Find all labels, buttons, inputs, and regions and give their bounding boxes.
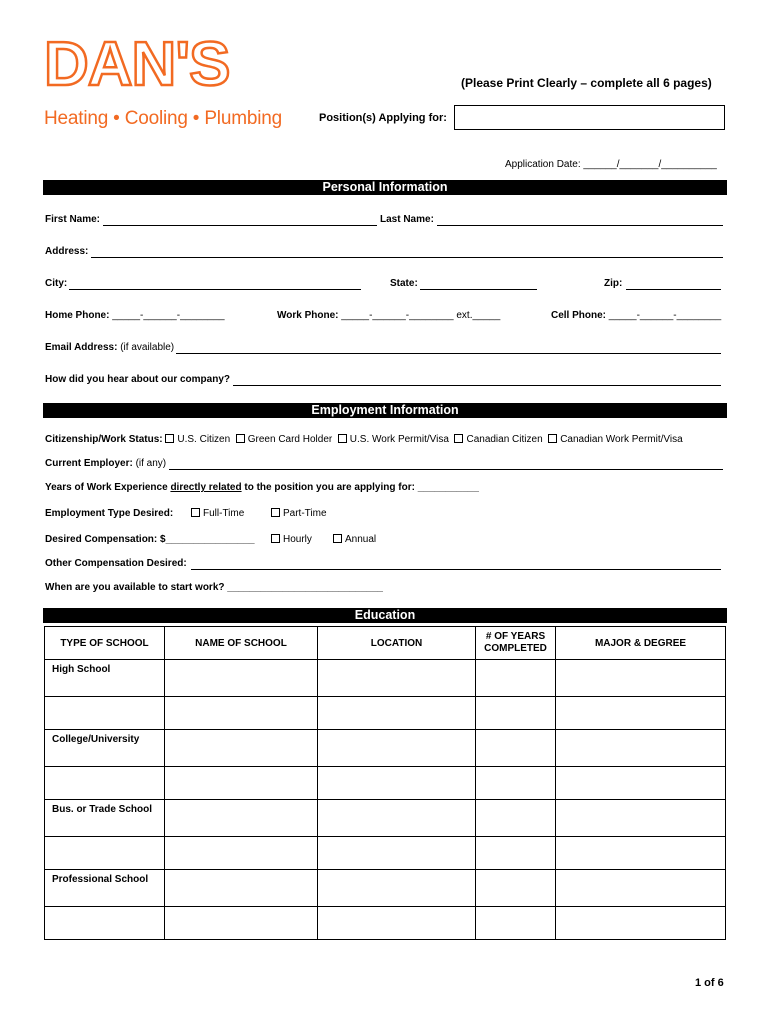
other-compensation-label: Other Compensation Desired: (45, 558, 187, 569)
school-type-cell: High School (45, 660, 165, 697)
table-row (45, 800, 726, 837)
table-cell[interactable] (318, 660, 476, 697)
citizenship-row: Citizenship/Work Status: U.S. Citizen Green Card Holder U.S. Work Permit/Visa Canadian Citizen Canadian Work Permit/Visa (45, 434, 683, 445)
table-cell[interactable] (165, 697, 318, 730)
checkbox-icon[interactable] (454, 434, 463, 443)
table-cell[interactable] (556, 837, 726, 870)
hear-about-field[interactable] (233, 385, 721, 386)
table-cell[interactable] (556, 800, 726, 837)
print-instruction: (Please Print Clearly – complete all 6 pages) (461, 76, 712, 90)
years-experience-row[interactable]: Years of Work Experience directly related to the position you are applying for: ___________ (45, 482, 479, 493)
availability-row[interactable]: When are you available to start work? ____________________________ (45, 582, 383, 593)
checkbox-icon[interactable] (271, 534, 280, 543)
table-cell[interactable] (165, 730, 318, 767)
table-cell[interactable] (45, 697, 165, 730)
table-cell[interactable] (45, 907, 165, 940)
option-full-time[interactable]: Full-Time (191, 508, 244, 519)
table-row (45, 870, 726, 907)
last-name-label: Last Name: (380, 214, 434, 225)
table-cell[interactable] (318, 800, 476, 837)
school-type-cell: Bus. or Trade School (45, 800, 165, 837)
current-employer-field[interactable] (169, 469, 723, 470)
first-name-field[interactable] (103, 225, 377, 226)
compensation-row[interactable]: Desired Compensation: $________________ (45, 534, 255, 545)
option-hourly[interactable]: Hourly (271, 534, 312, 545)
citizenship-option-work-permit[interactable]: U.S. Work Permit/Visa (338, 434, 449, 445)
hear-about-label: How did you hear about our company? (45, 374, 231, 385)
table-cell[interactable] (45, 837, 165, 870)
education-header: Education (43, 608, 727, 623)
employment-type-label: Employment Type Desired: (45, 508, 174, 519)
school-type-cell: College/University (45, 730, 165, 767)
table-cell[interactable] (318, 837, 476, 870)
page-number: 1 of 6 (695, 977, 724, 989)
table-cell[interactable] (318, 907, 476, 940)
address-label: Address: (45, 246, 89, 257)
table-header-row (45, 627, 726, 660)
table-cell[interactable] (476, 730, 556, 767)
table-row (45, 767, 726, 800)
checkbox-icon[interactable] (236, 434, 245, 443)
table-cell[interactable] (45, 767, 165, 800)
school-type-cell: Professional School (45, 870, 165, 907)
table-cell[interactable] (476, 767, 556, 800)
position-input[interactable] (454, 105, 725, 130)
column-header: NAME OF SCHOOL (165, 627, 318, 660)
column-header: # OF YEARS COMPLETED (476, 627, 556, 660)
work-phone-row[interactable]: Work Phone: _____-______-________ ext._____ (277, 310, 501, 321)
company-logo: DAN'S (44, 30, 230, 99)
option-part-time[interactable]: Part-Time (271, 508, 327, 519)
table-cell[interactable] (318, 870, 476, 907)
table-cell[interactable] (318, 767, 476, 800)
table-cell[interactable] (556, 870, 726, 907)
company-tagline: Heating • Cooling • Plumbing (44, 108, 282, 129)
citizenship-option-green-card[interactable]: Green Card Holder (236, 434, 332, 445)
position-label: Position(s) Applying for: (319, 112, 447, 124)
home-phone-row[interactable]: Home Phone: _____-______-________ (45, 310, 225, 321)
checkbox-icon[interactable] (548, 434, 557, 443)
column-header: MAJOR & DEGREE (556, 627, 726, 660)
other-compensation-field[interactable] (191, 569, 721, 570)
table-cell[interactable] (476, 800, 556, 837)
city-label: City: (45, 278, 68, 289)
state-label: State: (390, 278, 418, 289)
table-cell[interactable] (476, 660, 556, 697)
table-cell[interactable] (556, 907, 726, 940)
table-cell[interactable] (165, 907, 318, 940)
table-cell[interactable] (476, 870, 556, 907)
table-row (45, 697, 726, 730)
checkbox-icon[interactable] (338, 434, 347, 443)
zip-label: Zip: (604, 278, 623, 289)
employment-info-header: Employment Information (43, 403, 727, 418)
table-cell[interactable] (165, 837, 318, 870)
current-employer-label: Current Employer: (if any) (45, 458, 167, 469)
table-cell[interactable] (476, 697, 556, 730)
education-table (44, 626, 726, 940)
citizenship-option-canadian-permit[interactable]: Canadian Work Permit/Visa (548, 434, 682, 445)
last-name-field[interactable] (437, 225, 723, 226)
table-row (45, 837, 726, 870)
state-field[interactable] (420, 289, 537, 290)
citizenship-option-us-citizen[interactable]: U.S. Citizen (165, 434, 230, 445)
email-field[interactable] (176, 353, 721, 354)
table-cell[interactable] (476, 837, 556, 870)
zip-field[interactable] (626, 289, 721, 290)
table-cell[interactable] (165, 660, 318, 697)
table-row (45, 907, 726, 940)
checkbox-icon[interactable] (333, 534, 342, 543)
table-cell[interactable] (556, 730, 726, 767)
address-field[interactable] (91, 257, 723, 258)
city-field[interactable] (69, 289, 361, 290)
table-row (45, 660, 726, 697)
application-date[interactable]: Application Date: ______/_______/__________ (505, 159, 717, 170)
table-cell[interactable] (556, 660, 726, 697)
citizenship-option-canadian-citizen[interactable]: Canadian Citizen (454, 434, 542, 445)
option-annual[interactable]: Annual (333, 534, 376, 545)
table-cell[interactable] (556, 697, 726, 730)
table-cell[interactable] (165, 767, 318, 800)
table-cell[interactable] (165, 870, 318, 907)
checkbox-icon[interactable] (191, 508, 200, 517)
checkbox-icon[interactable] (271, 508, 280, 517)
table-row (45, 730, 726, 767)
table-cell[interactable] (556, 767, 726, 800)
table-cell[interactable] (476, 907, 556, 940)
email-label: Email Address: (if available) (45, 342, 175, 353)
cell-phone-row[interactable]: Cell Phone: _____-______-________ (551, 310, 722, 321)
table-cell[interactable] (318, 697, 476, 730)
column-header: TYPE OF SCHOOL (45, 627, 165, 660)
table-cell[interactable] (165, 800, 318, 837)
column-header: LOCATION (318, 627, 476, 660)
personal-info-header: Personal Information (43, 180, 727, 195)
checkbox-icon[interactable] (165, 434, 174, 443)
table-cell[interactable] (318, 730, 476, 767)
first-name-label: First Name: (45, 214, 101, 225)
